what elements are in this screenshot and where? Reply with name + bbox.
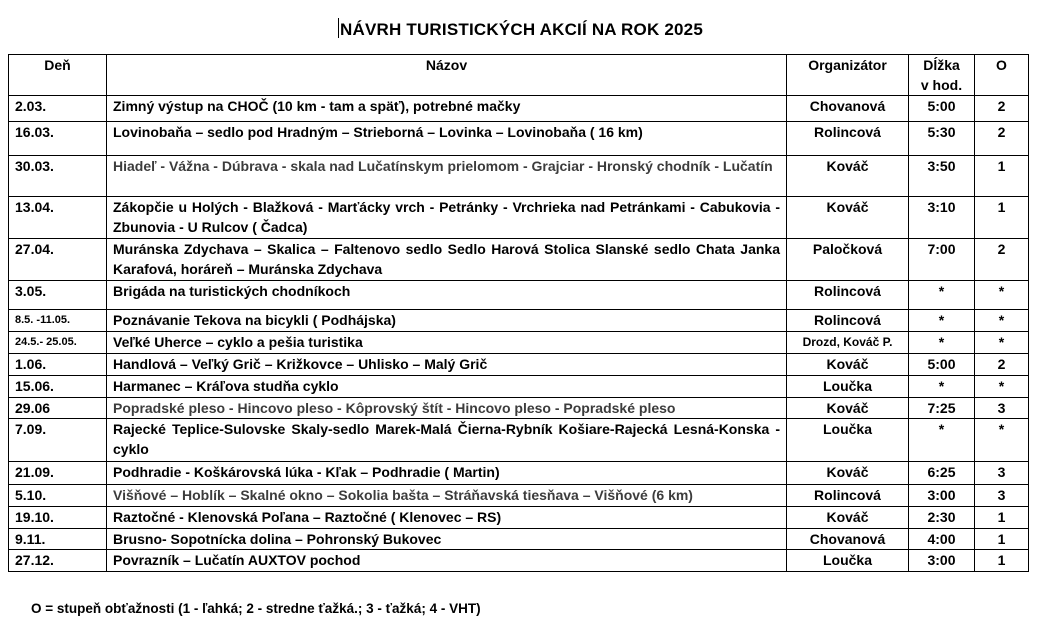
cell-name: Brigáda na turistických chodníkoch — [107, 281, 787, 310]
cell-date: 29.06 — [9, 398, 107, 419]
table-row — [9, 197, 1029, 239]
cell-name: Zákopčie u Holých - Blažková - Marťácky vrch - Petránky - Vrchrieka nad Petránkami - Cabukovia - Zbunovia - U Rulcov ( Čadca) — [107, 197, 787, 239]
cell-date: 13.04. — [9, 197, 107, 239]
table-row — [9, 332, 1029, 354]
cell-organizer: Rolincová — [787, 281, 909, 310]
cell-name: Poznávanie Tekova na bicykli ( Podhájska) — [107, 310, 787, 332]
cell-difficulty: * — [975, 376, 1029, 398]
cell-name: Muránska Zdychava – Skalica – Faltenovo sedlo Sedlo Harová Stolica Slanské sedlo Chata Janka Karafová, horáreň – Muránska Zdychava — [107, 239, 787, 281]
document-title-text: NÁVRH TURISTICKÝCH AKCIÍ NA ROK 2025 — [340, 20, 703, 39]
cell-date: 8.5. -11.05. — [9, 310, 107, 332]
table-row — [9, 485, 1029, 507]
cell-duration: 3:00 — [909, 485, 975, 507]
cell-duration: * — [909, 332, 975, 354]
cell-date: 1.06. — [9, 354, 107, 376]
cell-organizer: Rolincová — [787, 310, 909, 332]
cell-duration: * — [909, 376, 975, 398]
cell-duration: * — [909, 419, 975, 462]
text-cursor — [338, 18, 339, 38]
cell-date: 7.09. — [9, 419, 107, 462]
cell-difficulty: 2 — [975, 354, 1029, 376]
cell-difficulty: 2 — [975, 239, 1029, 281]
table-row — [9, 281, 1029, 310]
cell-organizer: Loučka — [787, 550, 909, 572]
cell-organizer: Loučka — [787, 376, 909, 398]
table-row — [9, 462, 1029, 485]
cell-organizer: Rolincová — [787, 485, 909, 507]
cell-date: 9.11. — [9, 529, 107, 550]
cell-date: 15.06. — [9, 376, 107, 398]
header-day: Deň — [9, 55, 107, 96]
cell-difficulty: 2 — [975, 122, 1029, 156]
cell-duration: * — [909, 310, 975, 332]
cell-difficulty: * — [975, 281, 1029, 310]
cell-organizer: Kováč — [787, 354, 909, 376]
table-row — [9, 376, 1029, 398]
cell-difficulty: 1 — [975, 550, 1029, 572]
cell-organizer: Drozd, Kováč P. — [787, 332, 909, 354]
cell-difficulty: 3 — [975, 462, 1029, 485]
header-name: Názov — [107, 55, 787, 96]
header-duration-line2: v hod. — [920, 77, 963, 93]
table-row — [9, 507, 1029, 529]
cell-organizer: Chovanová — [787, 96, 909, 122]
table-row — [9, 96, 1029, 122]
cell-organizer: Kováč — [787, 197, 909, 239]
cell-duration: 7:25 — [909, 398, 975, 419]
header-duration-line1: Dĺžka — [923, 57, 960, 73]
cell-name: Popradské pleso - Hincovo pleso - Kôprovský štít - Hincovo pleso - Popradské pleso — [107, 398, 787, 419]
table-row — [9, 550, 1029, 572]
cell-duration: 3:10 — [909, 197, 975, 239]
document-title — [0, 18, 1041, 40]
cell-date: 19.10. — [9, 507, 107, 529]
table-row — [9, 310, 1029, 332]
cell-name: Brusno- Sopotnícka dolina – Pohronský Bukovec — [107, 529, 787, 550]
cell-duration: * — [909, 281, 975, 310]
cell-duration: 7:00 — [909, 239, 975, 281]
cell-organizer: Rolincová — [787, 122, 909, 156]
cell-difficulty: 2 — [975, 96, 1029, 122]
cell-organizer: Loučka — [787, 419, 909, 462]
cell-difficulty: * — [975, 419, 1029, 462]
table-row — [9, 122, 1029, 156]
cell-difficulty: 1 — [975, 529, 1029, 550]
cell-duration: 5:00 — [909, 354, 975, 376]
cell-date: 24.5.- 25.05. — [9, 332, 107, 354]
table-row — [9, 156, 1029, 197]
cell-name: Višňové – Hoblík – Skalné okno – Sokolia bašta – Stráňavská tiesňava – Višňové (6 km) — [107, 485, 787, 507]
header-organizer: Organizátor — [787, 55, 909, 96]
cell-difficulty: 3 — [975, 398, 1029, 419]
cell-organizer: Kováč — [787, 398, 909, 419]
events-table — [8, 54, 1029, 572]
cell-date: 2.03. — [9, 96, 107, 122]
header-duration — [909, 55, 975, 96]
cell-organizer: Kováč — [787, 156, 909, 197]
cell-organizer: Paločková — [787, 239, 909, 281]
cell-date: 27.12. — [9, 550, 107, 572]
cell-date: 21.09. — [9, 462, 107, 485]
cell-organizer: Chovanová — [787, 529, 909, 550]
cell-difficulty: * — [975, 332, 1029, 354]
cell-date: 30.03. — [9, 156, 107, 197]
cell-date: 16.03. — [9, 122, 107, 156]
table-row — [9, 354, 1029, 376]
cell-date: 27.04. — [9, 239, 107, 281]
cell-duration: 3:50 — [909, 156, 975, 197]
cell-date: 5.10. — [9, 485, 107, 507]
cell-difficulty: 1 — [975, 156, 1029, 197]
cell-name: Raztočné - Klenovská Poľana – Raztočné ( Klenovec – RS) — [107, 507, 787, 529]
cell-organizer: Kováč — [787, 462, 909, 485]
cell-duration: 5:30 — [909, 122, 975, 156]
cell-name: Rajecké Teplice-Sulovske Skaly-sedlo Marek-Malá Čierna-Rybník Košiare-Rajecká Lesná-Konska - cyklo — [107, 419, 787, 462]
cell-name: Hiadeľ - Vážna - Dúbrava - skala nad Lučatínskym prielomom - Grajciar - Hronský chodník - Lučatín — [107, 156, 787, 197]
cell-difficulty: 3 — [975, 485, 1029, 507]
table-row — [9, 398, 1029, 419]
cell-duration: 2:30 — [909, 507, 975, 529]
cell-difficulty: * — [975, 310, 1029, 332]
cell-name: Veľké Uherce – cyklo a pešia turistika — [107, 332, 787, 354]
cell-duration: 3:00 — [909, 550, 975, 572]
table-row — [9, 529, 1029, 550]
cell-duration: 4:00 — [909, 529, 975, 550]
cell-name: Povrazník – Lučatín AUXTOV pochod — [107, 550, 787, 572]
cell-name: Handlová – Veľký Grič – Križkovce – Uhlisko – Malý Grič — [107, 354, 787, 376]
cell-duration: 5:00 — [909, 96, 975, 122]
table-row — [9, 419, 1029, 462]
cell-name: Zimný výstup na CHOČ (10 km - tam a späť), potrebné mačky — [107, 96, 787, 122]
difficulty-legend: O = stupeň obťažnosti (1 - ľahká; 2 - stredne ťažká.; 3 - ťažká; 4 - VHT) — [31, 601, 481, 616]
cell-organizer: Kováč — [787, 507, 909, 529]
header-difficulty: O — [975, 55, 1029, 96]
table-header-row — [9, 55, 1029, 96]
cell-difficulty: 1 — [975, 197, 1029, 239]
cell-name: Harmanec – Kráľova studňa cyklo — [107, 376, 787, 398]
cell-duration: 6:25 — [909, 462, 975, 485]
cell-name: Lovinobaňa – sedlo pod Hradným – Strieborná – Lovinka – Lovinobaňa ( 16 km) — [107, 122, 787, 156]
cell-name: Podhradie - Koškárovská lúka - Kľak – Podhradie ( Martin) — [107, 462, 787, 485]
cell-date: 3.05. — [9, 281, 107, 310]
cell-difficulty: 1 — [975, 507, 1029, 529]
table-row — [9, 239, 1029, 281]
